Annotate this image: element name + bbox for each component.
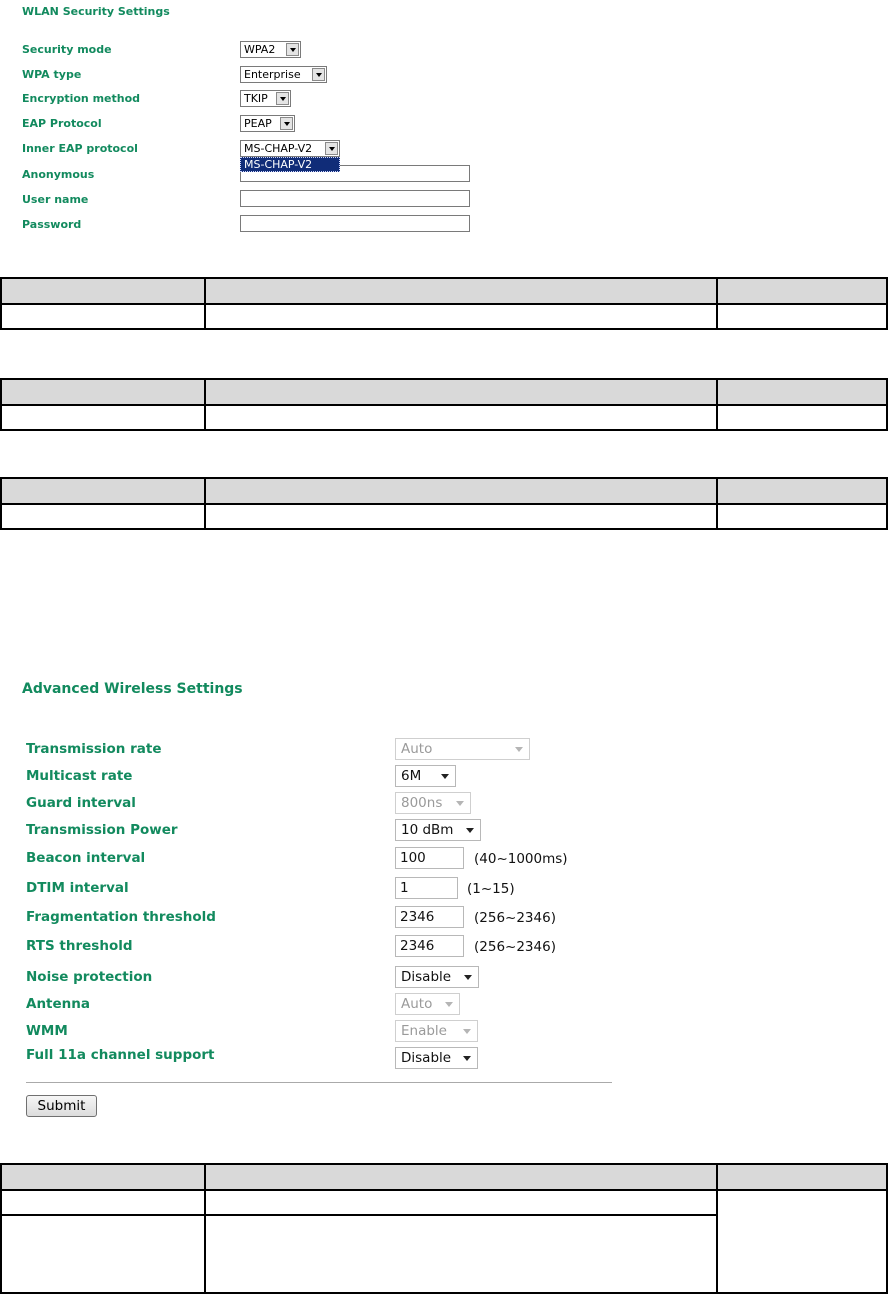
encryption-method-select[interactable] [240, 90, 291, 107]
settings-table-3 [0, 477, 888, 530]
fragmentation-threshold-input[interactable]: 2346 [395, 906, 464, 928]
noise-protection-select[interactable] [395, 966, 479, 988]
full-11a-channel-select[interactable] [395, 1047, 478, 1069]
table-header-cell [717, 278, 887, 304]
table-header-cell [1, 278, 205, 304]
table-row [1, 304, 887, 329]
wlan-security-title: WLAN Security Settings [22, 5, 170, 18]
beacon-interval-range: (40~1000ms) [474, 851, 568, 867]
antenna-value: Auto [401, 996, 433, 1012]
wmm-value: Enable [401, 1023, 447, 1039]
chevron-down-icon [441, 774, 449, 779]
table-header-cell [717, 379, 887, 405]
wpa-type-label: WPA type [22, 68, 82, 81]
multicast-rate-select[interactable] [395, 765, 456, 787]
chevron-down-icon [464, 975, 472, 980]
wpa-type-value: Enterprise [244, 68, 301, 81]
inner-eap-protocol-label: Inner EAP protocol [22, 142, 138, 155]
inner-eap-dropdown-option[interactable]: MS-CHAP-V2 [240, 157, 340, 172]
table-cell [205, 304, 717, 329]
rts-threshold-input[interactable]: 2346 [395, 935, 464, 957]
multicast-rate-label: Multicast rate [26, 768, 133, 784]
table-cell [1, 405, 205, 430]
table-header-cell [205, 379, 717, 405]
rts-threshold-label: RTS threshold [26, 938, 133, 954]
table-cell [1, 304, 205, 329]
transmission-rate-label: Transmission rate [26, 741, 162, 757]
encryption-method-label: Encryption method [22, 92, 141, 105]
table-row [1, 405, 887, 430]
divider [26, 1082, 612, 1083]
table-cell [717, 304, 887, 329]
table-row [1, 1190, 887, 1215]
table-cell [717, 405, 887, 430]
table-header-cell [1, 478, 205, 504]
table-row [1, 504, 887, 529]
table-header-cell [1, 379, 205, 405]
chevron-down-icon [466, 828, 474, 833]
chevron-down-icon[interactable] [325, 142, 338, 155]
table-header-row [1, 379, 887, 405]
submit-button[interactable]: Submit [26, 1095, 97, 1117]
beacon-interval-input[interactable]: 100 [395, 847, 464, 869]
settings-table-2 [0, 378, 888, 431]
chevron-down-icon[interactable] [286, 43, 299, 56]
full-11a-channel-value: Disable [401, 1050, 452, 1066]
password-input[interactable] [240, 215, 470, 232]
transmission-power-select[interactable] [395, 819, 481, 841]
chevron-down-icon [456, 801, 464, 806]
guard-interval-label: Guard interval [26, 795, 136, 811]
settings-table-1 [0, 277, 888, 330]
table-header-row [1, 478, 887, 504]
transmission-rate-value: Auto [401, 741, 433, 757]
chevron-down-icon[interactable] [276, 92, 289, 105]
beacon-interval-label: Beacon interval [26, 850, 146, 866]
table-header-cell [205, 1164, 717, 1190]
user-name-input[interactable] [240, 190, 470, 207]
inner-eap-protocol-select[interactable] [240, 140, 340, 157]
security-mode-select[interactable] [240, 41, 301, 58]
settings-table-4 [0, 1163, 888, 1294]
table-cell [205, 1215, 717, 1293]
table-cell [1, 504, 205, 529]
eap-protocol-value: PEAP [244, 117, 272, 130]
guard-interval-value: 800ns [401, 795, 443, 811]
table-cell [717, 504, 887, 529]
anonymous-label: Anonymous [22, 168, 95, 181]
noise-protection-value: Disable [401, 969, 452, 985]
wmm-select[interactable] [395, 1020, 478, 1042]
multicast-rate-value: 6M [401, 768, 422, 784]
wmm-label: WMM [26, 1023, 68, 1039]
table-cell [205, 504, 717, 529]
password-label: Password [22, 218, 82, 231]
rts-threshold-range: (256~2346) [474, 939, 556, 955]
antenna-label: Antenna [26, 996, 90, 1012]
dtim-interval-input[interactable]: 1 [395, 877, 458, 899]
guard-interval-select[interactable] [395, 792, 471, 814]
noise-protection-label: Noise protection [26, 969, 153, 985]
advanced-wireless-title: Advanced Wireless Settings [22, 681, 243, 697]
chevron-down-icon[interactable] [312, 68, 325, 81]
table-cell [205, 405, 717, 430]
table-header-row [1, 1164, 887, 1190]
chevron-down-icon[interactable] [280, 117, 293, 130]
table-cell [1, 1215, 205, 1293]
eap-protocol-select[interactable] [240, 115, 295, 132]
user-name-label: User name [22, 193, 89, 206]
chevron-down-icon [445, 1002, 453, 1007]
full-11a-channel-label: Full 11a channel support [26, 1047, 215, 1063]
fragmentation-threshold-range: (256~2346) [474, 910, 556, 926]
table-header-row [1, 278, 887, 304]
table-cell [717, 1190, 887, 1293]
security-mode-value: WPA2 [244, 43, 276, 56]
wpa-type-select[interactable] [240, 66, 327, 83]
table-header-cell [717, 478, 887, 504]
chevron-down-icon [463, 1029, 471, 1034]
dtim-interval-label: DTIM interval [26, 880, 129, 896]
inner-eap-protocol-value: MS-CHAP-V2 [244, 142, 313, 155]
table-cell [1, 1190, 205, 1215]
table-header-cell [717, 1164, 887, 1190]
encryption-method-value: TKIP [244, 92, 268, 105]
table-header-cell [205, 478, 717, 504]
fragmentation-threshold-label: Fragmentation threshold [26, 909, 216, 925]
eap-protocol-label: EAP Protocol [22, 117, 102, 130]
transmission-rate-select[interactable] [395, 738, 530, 760]
transmission-power-label: Transmission Power [26, 822, 178, 838]
chevron-down-icon [463, 1056, 471, 1061]
table-cell [205, 1190, 717, 1215]
security-mode-label: Security mode [22, 43, 112, 56]
transmission-power-value: 10 dBm [401, 822, 454, 838]
dtim-interval-range: (1~15) [467, 881, 515, 897]
antenna-select[interactable] [395, 993, 460, 1015]
table-header-cell [205, 278, 717, 304]
table-header-cell [1, 1164, 205, 1190]
chevron-down-icon [515, 747, 523, 752]
